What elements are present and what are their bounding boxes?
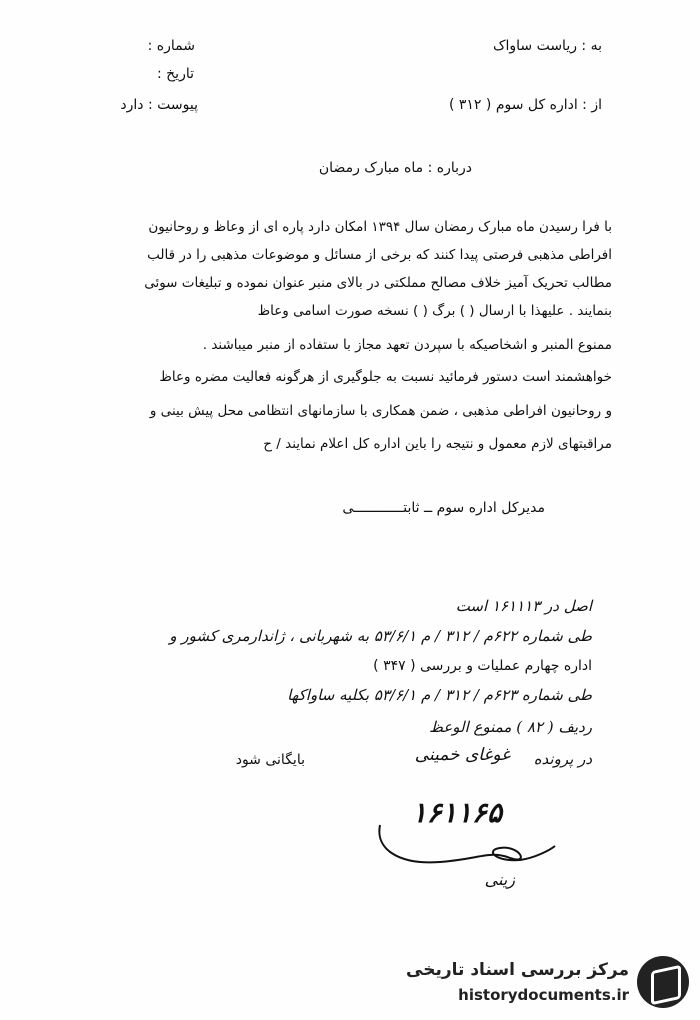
- file-note-label: در پرونده: [533, 750, 592, 768]
- file-number: ۱۶۱۱۶۵: [411, 796, 502, 829]
- watermark-footer: [395, 952, 695, 1014]
- original-note: اصل در ۱۶۱۱۱۳ است: [455, 597, 592, 615]
- body-line-7: و روحانیون افراطی مذهبی ، ضمن همکاری با سازمانهای انتظامی محل پیش بینی و: [149, 403, 612, 419]
- body-line-6: خواهشمند است دستور فرمائید نسبت به جلوگیری از هرگونه فعالیت مضره وعاظ: [159, 369, 612, 385]
- copy-note-2: طی شماره ۶۲۳م / ۳۱۲ / م ۵۳/۶/۱ بکلیه ساواکها: [287, 686, 592, 704]
- recipient-line: به : ریاست ساواک: [492, 38, 602, 54]
- initials: زینی: [484, 870, 515, 889]
- attachment-label: پیوست : دارد: [120, 97, 198, 113]
- signature-scribble: [360, 820, 560, 900]
- subject-line: درباره : ماه مبارک رمضان: [318, 160, 472, 176]
- watermark-org-name: مرکز بررسی اسناد تاریخی: [406, 960, 629, 980]
- body-line-2: افراطی مذهبی فرصتی پیدا کنند که برخی از مسائل و موضوعات مذهبی را در قالب: [147, 247, 612, 263]
- archive-note: بایگانی شود: [235, 752, 305, 768]
- copy-note-1: طی شماره ۶۲۲م / ۳۱۲ / م ۵۳/۶/۱ به شهربانی ، ژاندارمری کشور و: [169, 627, 592, 645]
- number-label: شماره :: [147, 38, 195, 54]
- body-line-3: مطالب تحریک آمیز خلاف مصالح مملکتی در بالای منبر عنوان نموده و تبلیغات سوئی: [144, 275, 612, 291]
- copy-note-1b: اداره چهارم عملیات و بررسی ( ۳۴۷ ): [373, 658, 592, 674]
- body-line-8: مراقبتهای لازم معمول و نتیجه را باین اداره کل اعلام نمایند / ح: [263, 436, 612, 452]
- body-line-1: با فرا رسیدن ماه مبارک رمضان سال ۱۳۹۴ امکان دارد پاره ای از وعاظ و روحانیون: [148, 219, 612, 235]
- watermark-website: historydocuments.ir: [458, 986, 629, 1004]
- signature-line: مدیرکل اداره سوم ــ ثابتــــــــــــی: [342, 500, 545, 516]
- handwritten-name: غوغای خمینی: [414, 745, 510, 765]
- archive-logo-icon: [637, 956, 689, 1008]
- row-note: ردیف ( ۸۲ ) ممنوع الوعظ: [429, 718, 592, 736]
- body-line-5: ممنوع المنبر و اشخاصیکه با سپردن تعهد مجاز با ستفاده از منبر میباشند .: [202, 337, 612, 353]
- date-label: تاریخ :: [156, 66, 194, 82]
- body-line-4: بنمایند . علیهذا با ارسال ( ) برگ ( ) نسخه صورت اسامی وعاظ: [257, 303, 612, 319]
- sender-line: از : اداره کل سوم ( ۳۱۲ ): [448, 97, 602, 113]
